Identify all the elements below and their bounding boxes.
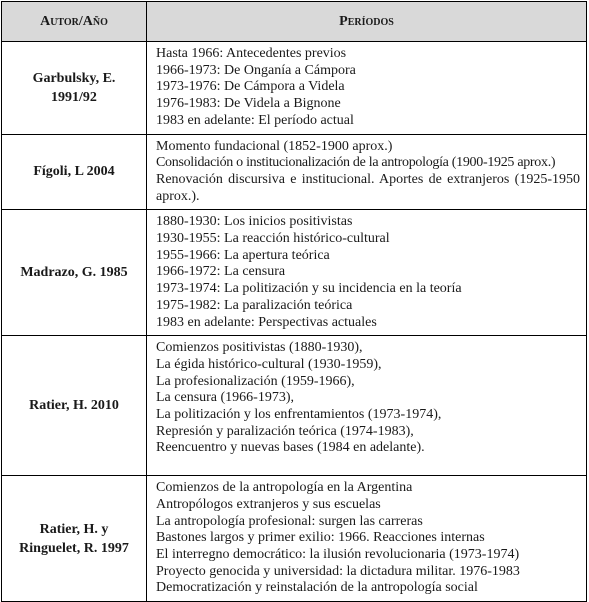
period-item: El interregno democrático: la ilusión revolucionaria (1973-1974) bbox=[156, 547, 520, 563]
table-row bbox=[2, 210, 587, 336]
header-autor: Autor/Año bbox=[2, 2, 147, 42]
period-item: La politización y los enfrentamientos (1973-1974), bbox=[156, 407, 442, 423]
period-item: Proyecto genocida y universidad: la dictadura militar. 1976-1983 bbox=[156, 563, 520, 579]
period-item: Democratización y reinstalación de la antropología social bbox=[156, 580, 478, 596]
table-row bbox=[2, 42, 587, 135]
author-line: Garbulsky, E. bbox=[32, 70, 116, 86]
period-item: Consolidación o institucionalización de la antropología (1900-1925 aprox.) bbox=[156, 155, 556, 171]
header-row bbox=[2, 2, 587, 42]
period-item: 1930-1955: La reacción histórico-cultural bbox=[156, 231, 390, 247]
periods-cell bbox=[147, 476, 587, 602]
table-row bbox=[2, 336, 587, 476]
periods-cell bbox=[147, 134, 587, 210]
period-item: Comienzos de la antropología en la Argentina bbox=[156, 480, 413, 496]
period-item: La égida histórico-cultural (1930-1959), bbox=[156, 356, 382, 372]
author-cell bbox=[2, 134, 147, 210]
header-periodos: Períodos bbox=[147, 2, 587, 42]
period-item: 1983 en adelante: Perspectivas actuales bbox=[156, 314, 377, 330]
author-cell bbox=[2, 476, 147, 602]
period-item: Hasta 1966: Antecedentes previos bbox=[156, 46, 347, 61]
author-line: Madrazo, G. 1985 bbox=[20, 265, 128, 281]
period-item: 1966-1973: De Onganía a Cámpora bbox=[156, 62, 356, 78]
author-line: Fígoli, L 2004 bbox=[33, 164, 115, 180]
author-line: 1991/92 bbox=[51, 89, 97, 105]
period-item: 1976-1983: De Videla a Bignone bbox=[156, 96, 341, 112]
periods-cell bbox=[147, 336, 587, 476]
table-row bbox=[2, 134, 587, 210]
period-item: 1973-1974: La politización y su incidencia en la teoría bbox=[156, 281, 462, 297]
period-item: 1983 en adelante: El período actual bbox=[156, 112, 354, 128]
period-item: 1973-1976: De Cámpora a Videla bbox=[156, 79, 345, 95]
periods-cell bbox=[147, 42, 587, 135]
period-item: Momento fundacional (1852-1900 aprox.) bbox=[156, 138, 393, 154]
period-item: 1975-1982: La paralización teórica bbox=[156, 297, 353, 313]
period-item: Represión y paralización teórica (1974-1983), bbox=[156, 423, 414, 439]
periods-cell bbox=[147, 210, 587, 336]
periods-table bbox=[1, 1, 587, 602]
period-item: Renovación discursiva e institucional. Aportes de extranjeros (1925-1950 aprox.). bbox=[156, 171, 580, 204]
table-row bbox=[2, 476, 587, 602]
period-item: La censura (1966-1973), bbox=[156, 390, 295, 406]
period-item: La antropología profesional: surgen las carreras bbox=[156, 513, 423, 529]
period-item: Antropólogos extranjeros y sus escuelas bbox=[156, 496, 381, 512]
period-item: 1955-1966: La apertura teórica bbox=[156, 247, 330, 263]
period-item: 1880-1930: Los inicios positivistas bbox=[156, 214, 353, 230]
period-item: Reencuentro y nuevas bases (1984 en adelante). bbox=[156, 440, 425, 456]
author-line: Ratier, H. y bbox=[39, 521, 109, 537]
period-item: 1966-1972: La censura bbox=[156, 264, 286, 280]
author-cell bbox=[2, 210, 147, 336]
period-item: Bastones largos y primer exilio: 1966. Reacciones internas bbox=[156, 530, 485, 546]
period-item: La profesionalización (1959-1966), bbox=[156, 373, 355, 389]
author-line: Ratier, H. 2010 bbox=[29, 398, 119, 414]
author-line: Ringuelet, R. 1997 bbox=[19, 540, 129, 556]
author-cell bbox=[2, 336, 147, 476]
period-item: Comienzos positivistas (1880-1930), bbox=[156, 340, 363, 356]
author-cell bbox=[2, 42, 147, 135]
